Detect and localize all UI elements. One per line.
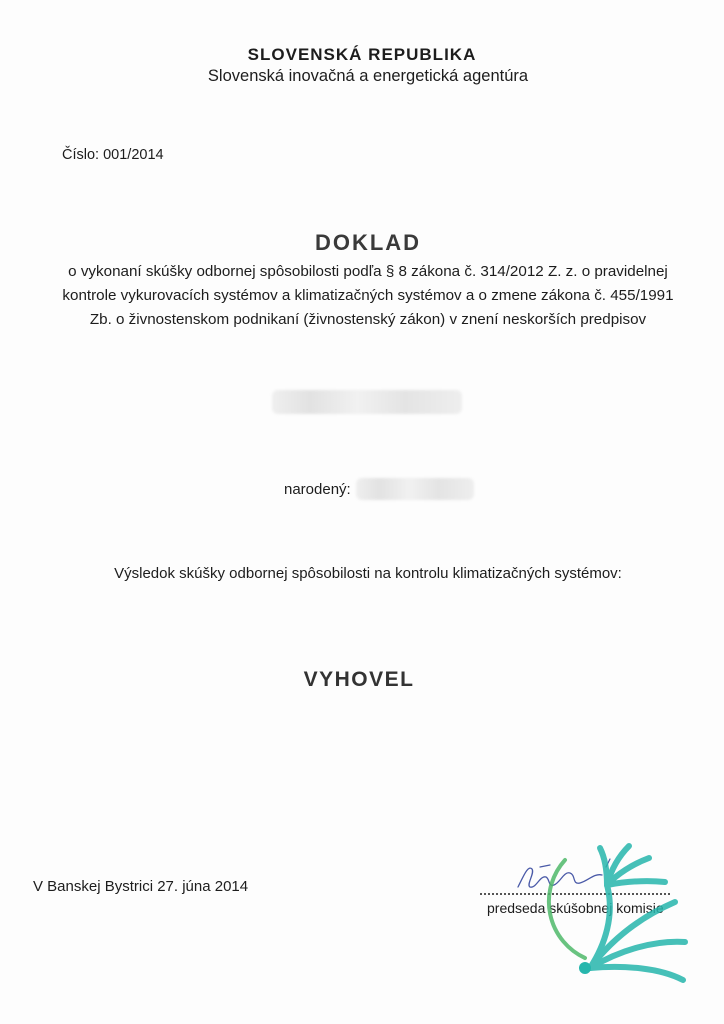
agency-seal-logo <box>545 840 695 985</box>
redacted-name <box>272 390 462 414</box>
document-number: Číslo: 001/2014 <box>62 147 164 163</box>
document-description: o vykonaní skúšky odbornej spôsobilosti podľa § 8 zákona č. 314/2012 Z. z. o pravidelnej kontrole vykurovacích systémov a klimatizačných systémov a o zmene zákona č. 455/1991 Zb. o živnostenskom podnikaní (živnostenský zákon) v znení neskorších predpisov <box>62 263 674 328</box>
document-title: DOKLAD <box>314 230 422 255</box>
header-agency: Slovenská inovačná a energetická agentúra <box>207 67 529 85</box>
header-country: SLOVENSKÁ REPUBLIKA <box>247 45 477 64</box>
place-and-date: V Banskej Bystrici 27. júna 2014 <box>33 878 249 895</box>
redacted-birth-date <box>356 478 474 500</box>
result-value: VYHOVEL <box>303 668 415 691</box>
born-label: narodený: <box>284 481 351 498</box>
signatory-role: predseda skúšobnej komisie <box>487 900 664 916</box>
result-label: Výsledok skúšky odbornej spôsobilosti na kontrolu klimatizačných systémov: <box>114 565 622 582</box>
